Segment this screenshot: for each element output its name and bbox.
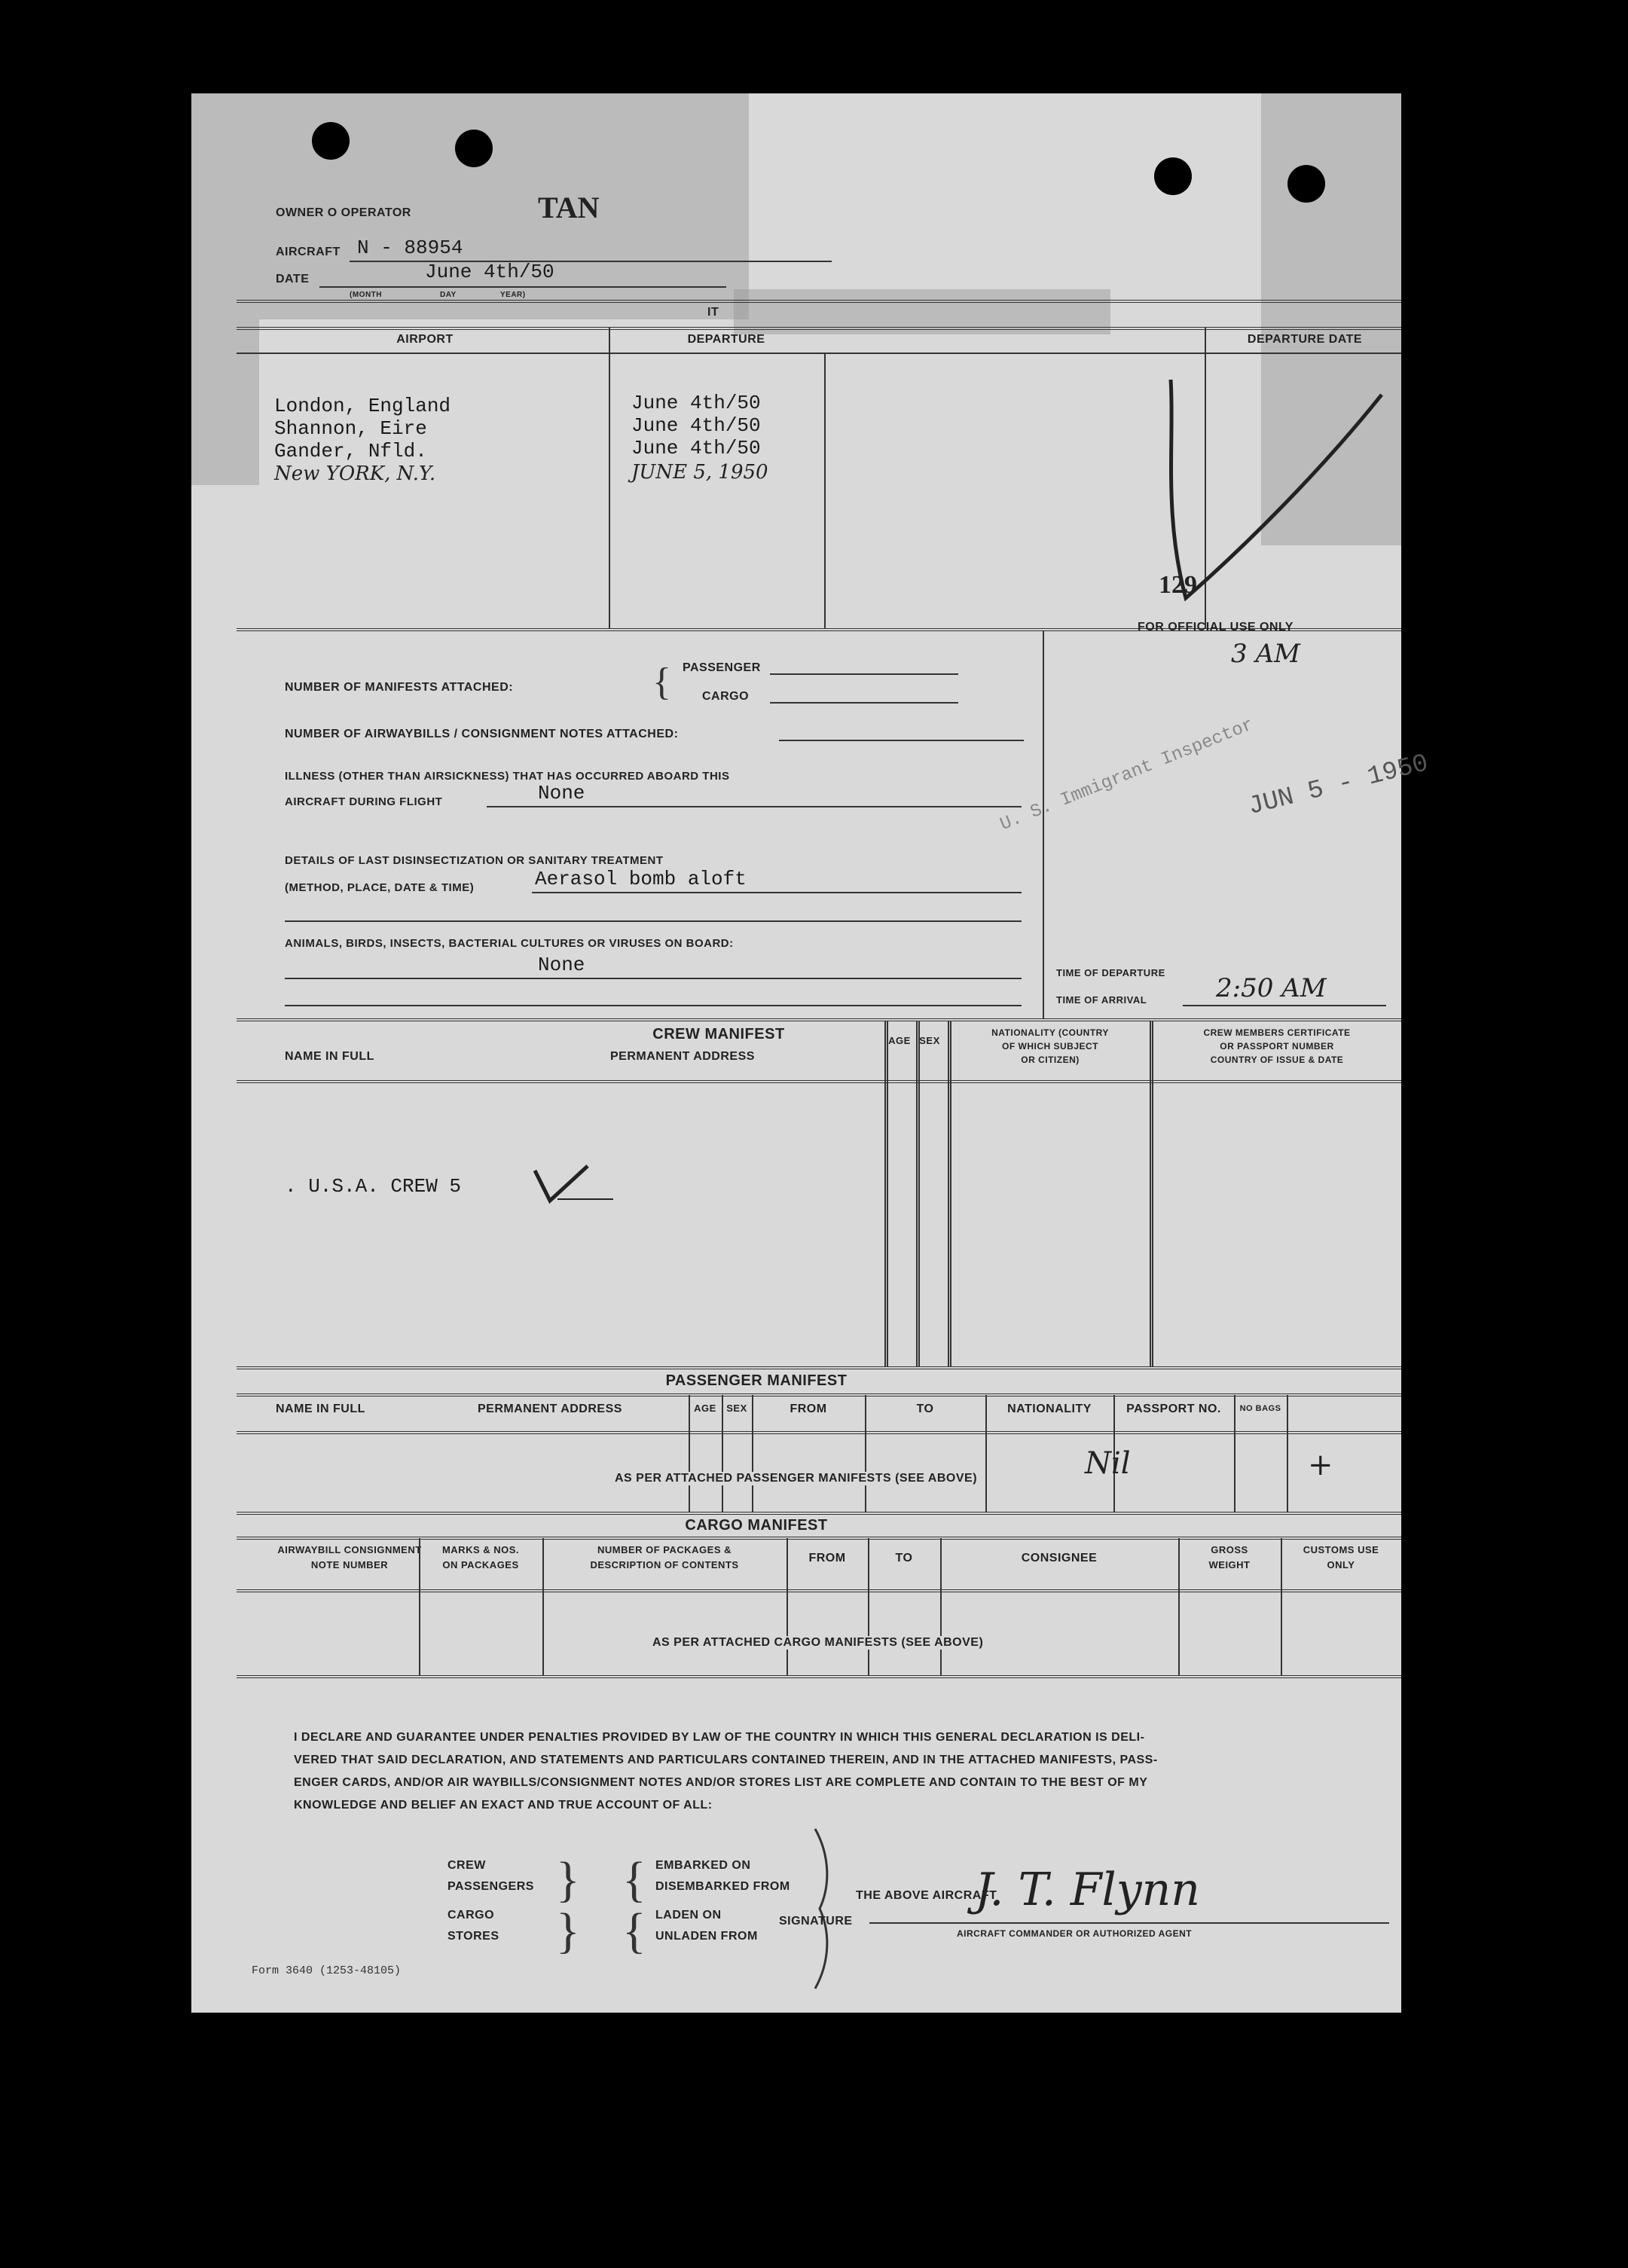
itinerary-departure-4: JUNE 5, 1950 (631, 461, 768, 484)
cargo-col-customs-1: CUSTOMS USE (1303, 1544, 1379, 1555)
date-value: June 4th/50 (425, 261, 554, 283)
cargo-col-airwaybill-1: AIRWAYBILL CONSIGNMENT (277, 1544, 422, 1555)
crew-entry: . U.S.A. CREW 5 (285, 1175, 462, 1198)
itinerary-departure-2: June 4th/50 (631, 414, 761, 437)
disinsect-label-2: (METHOD, PLACE, DATE & TIME) (285, 881, 475, 894)
itinerary-airport-2: Shannon, Eire (274, 417, 427, 440)
statement-line-4: KNOWLEDGE AND BELIEF AN EXACT AND TRUE ACCOUNT OF ALL: (294, 1799, 713, 1812)
punch-hole (1154, 157, 1192, 195)
cargo-note: AS PER ATTACHED CARGO MANIFESTS (SEE ABOVE) (652, 1636, 984, 1649)
statement-item-crew: CREW (447, 1859, 486, 1872)
time-departure-label: TIME OF DEPARTURE (1056, 967, 1165, 978)
cargo-col-from: FROM (808, 1552, 846, 1564)
itinerary-fragment: IT (707, 306, 719, 319)
crew-col-nationality-1: NATIONALITY (COUNTRY (991, 1027, 1109, 1038)
cargo-col-airwaybill-2: NOTE NUMBER (310, 1559, 389, 1571)
passenger-col-from: FROM (790, 1403, 827, 1415)
cargo-col-packages-1: NUMBER OF PACKAGES & (597, 1544, 732, 1555)
passenger-col-to: TO (916, 1403, 934, 1415)
date-sub-month: (MONTH (350, 291, 382, 299)
punch-hole (1287, 165, 1325, 203)
passenger-hand-mark: Nil (1085, 1446, 1131, 1481)
statement-line-3: ENGER CARDS, AND/OR AIR WAYBILLS/CONSIGNMENT NOTES AND/OR STORES LIST ARE COMPLETE AND CONTAIN TO THE BEST OF MY (294, 1776, 1148, 1789)
itinerary-airport-4: New YORK, N.Y. (274, 462, 436, 485)
official-number: 129 (1159, 571, 1197, 599)
illness-label-1: ILLNESS (OTHER THAN AIRSICKNESS) THAT HAS OCCURRED ABOARD THIS (285, 770, 730, 783)
crew-col-cert-2: OR PASSPORT NUMBER (1220, 1041, 1334, 1052)
disinsect-value: Aerasol bomb aloft (535, 868, 747, 890)
col-airport: AIRPORT (396, 333, 454, 346)
itinerary-departure-1: June 4th/50 (631, 392, 761, 414)
punch-hole (455, 130, 493, 167)
crew-col-cert-3: COUNTRY OF ISSUE & DATE (1210, 1055, 1344, 1065)
signer-role: AIRCRAFT COMMANDER OR AUTHORIZED AGENT (957, 1928, 1193, 1939)
tape-strip (191, 93, 259, 485)
illness-label-2: AIRCRAFT DURING FLIGHT (285, 795, 443, 808)
signature-label: SIGNATURE (779, 1915, 853, 1928)
cargo-label: CARGO (702, 690, 750, 703)
crew-col-cert-1: CREW MEMBERS CERTIFICATE (1203, 1027, 1351, 1038)
aircraft-value: N - 88954 (357, 237, 463, 259)
statement-item-cargo: CARGO (447, 1909, 495, 1922)
declaration-form: OWNER O OPERATOR TAN AIRCRAFT N - 88954 DATE June 4th/50 (MONTH DAY YEAR) IT AIRPORT DEPARTURE DEPARTURE DATE London, England June 4th/50 Shannon, Eire June 4th/50 Gander, Nfld. June 4th/50 New YORK, N.Y. JUNE 5, 1950 NUMBER OF MANIFESTS ATTACHED: { PASSENGER CARGO NUMBER OF AIRWAYBILLS / CONSIGNMENT NOTES ATTACHED: ILLNESS (OTHER THAN AIRSICKNESS) THAT HAS OCCURRED ABOARD THIS AIRCRAFT DURING FLIGHT None DETAILS OF LAST DISINSECTIZATION OR SANITARY TREATMENT (METHOD, PLACE, DATE & TIME) Aerasol bomb aloft ANIMALS, BIRDS, INSECTS, BACTERIAL CULTURES OR VIRUSES ON BOARD: None 129 FOR OFFICIAL USE ONLY 3 AM U. S. Immigrant Inspector JUN 5 - 1950 TIME OF DEPARTURE TIME OF ARRIVAL 2:50 AM CREW MANIFEST NAME IN FULL PERMANENT ADDRESS AGE SEX NATIONALITY (COUNTRY OF WHICH SUBJECT OR CITIZEN) CREW MEMBERS CERTIFICATE OR PASSPORT NUMBER COUNTRY OF ISSUE & DATE . U.S.A. CREW 5 PASSENGER MANIFEST NAME IN FULL PERMANENT ADDRESS AGE SEX FROM TO NATIONALITY PASSPORT NO. NO BAGS AS PER ATTACHED PASSENGER MANIFESTS (SEE ABOVE) Nil + CARGO MANIFEST AIRWAYBILL CONSIGNMENT NOTE NUMBER MARKS & NOS. ON PACKAGES NUMBER OF PACKAGES & DESCRIPTION OF CONTENTS FROM TO CONSIGNEE GROSS WEIGHT CUSTOMS USE ONLY AS PER ATTACHED CARGO MANIFESTS (SEE ABOVE) I DECLARE AND GUARANTEE UNDER PENALTIES PROVIDED BY LAW OF THE COUNTRY IN WHICH THIS GENERAL DECLARATION IS DELI- VERED THAT SAID DECLARATION, AND STATEMENTS AND PARTICULARS CONTAINED THEREIN, AND IN THE ATTACHED MANIFESTS, PASS- ENGER CARDS, AND/OR AIR WAYBILLS/CONSIGNMENT NOTES AND/OR STORES LIST ARE COMPLETE AND CONTAIN TO THE BEST OF MY KNOWLEDGE AND BELIEF AN EXACT AND TRUE ACCOUNT OF ALL: CREW PASSENGERS CARGO STORES } } { { EMBARKED ON DISEMBARKED FROM LADEN ON UNLADEN FROM THE ABOVE AIRCRAFT SIGNATURE J. T. Flynn AIRCRAFT COMMANDER OR AUTHORIZED AGENT Form 3640 (1253-48105) (191, 93, 1401, 2013)
passenger-col-name: NAME IN FULL (276, 1403, 365, 1415)
passenger-col-passport: PASSPORT NO. (1126, 1403, 1221, 1415)
cargo-col-customs-2: ONLY (1327, 1559, 1355, 1571)
statement-above-aircraft: THE ABOVE AIRCRAFT (856, 1889, 997, 1902)
statement-item-stores: STORES (447, 1930, 499, 1943)
statement-line-1: I DECLARE AND GUARANTEE UNDER PENALTIES PROVIDED BY LAW OF THE COUNTRY IN WHICH THIS GENERAL DECLARATION IS DELI- (294, 1731, 1145, 1744)
stamp-date: JUN 5 - 1950 (1245, 749, 1431, 823)
signature-value: J. T. Flynn (975, 1864, 1200, 1916)
passenger-note: AS PER ATTACHED PASSENGER MANIFESTS (SEE ABOVE) (615, 1472, 978, 1485)
form-number: Form 3640 (1253-48105) (252, 1964, 402, 1977)
crew-title: CREW MANIFEST (652, 1026, 785, 1042)
passenger-col-nationality: NATIONALITY (1007, 1403, 1092, 1415)
crew-col-age: AGE (888, 1035, 911, 1046)
disinsect-label-1: DETAILS OF LAST DISINSECTIZATION OR SANITARY TREATMENT (285, 854, 664, 867)
crew-col-sex: SEX (919, 1035, 940, 1046)
passenger-col-sex: SEX (726, 1403, 747, 1414)
cargo-title: CARGO MANIFEST (685, 1517, 828, 1534)
passenger-title: PASSENGER MANIFEST (665, 1372, 848, 1389)
cargo-col-marks-1: MARKS & NOS. (441, 1544, 520, 1555)
cargo-col-weight-1: GROSS (1211, 1544, 1248, 1555)
crew-col-nationality-3: OR CITIZEN) (1021, 1055, 1080, 1065)
statement-laden: LADEN ON (655, 1909, 722, 1922)
col-departure-date: DEPARTURE DATE (1247, 333, 1363, 346)
time-arrival-label: TIME OF ARRIVAL (1056, 994, 1147, 1006)
statement-line-2: VERED THAT SAID DECLARATION, AND STATEMENTS AND PARTICULARS CONTAINED THEREIN, AND IN THE ATTACHED MANIFESTS, PASS- (294, 1754, 1158, 1766)
airwaybills-label: NUMBER OF AIRWAYBILLS / CONSIGNMENT NOTES ATTACHED: (285, 728, 679, 740)
date-sub-year: YEAR) (500, 291, 526, 299)
owner-value: TAN (538, 191, 600, 224)
official-hand-note: 3 AM (1231, 639, 1300, 669)
cargo-col-packages-2: DESCRIPTION OF CONTENTS (590, 1559, 739, 1571)
passenger-col-bags: NO BAGS (1239, 1404, 1281, 1413)
aircraft-label: AIRCRAFT (276, 246, 341, 258)
statement-unladen: UNLADEN FROM (655, 1930, 758, 1943)
stamp-text: U. S. Immigrant Inspector (997, 715, 1257, 836)
cargo-col-to: TO (895, 1552, 913, 1564)
cargo-col-consignee: CONSIGNEE (1021, 1552, 1098, 1564)
crew-col-nationality-2: OF WHICH SUBJECT (1002, 1041, 1098, 1052)
brace-right (812, 1826, 835, 1992)
passenger-col-age: AGE (694, 1403, 716, 1414)
itinerary-airport-1: London, England (274, 395, 451, 417)
cargo-col-weight-2: WEIGHT (1208, 1559, 1251, 1571)
date-sub-day: DAY (440, 291, 457, 299)
owner-label: OWNER O OPERATOR (276, 206, 411, 219)
cargo-col-marks-2: ON PACKAGES (442, 1559, 519, 1571)
time-arrival-value: 2:50 AM (1216, 973, 1327, 1003)
crew-col-name: NAME IN FULL (285, 1050, 374, 1063)
statement-item-passengers: PASSENGERS (447, 1880, 534, 1893)
official-label: FOR OFFICIAL USE ONLY (1138, 621, 1294, 633)
manifests-label: NUMBER OF MANIFESTS ATTACHED: (285, 681, 514, 694)
crew-col-address: PERMANENT ADDRESS (610, 1050, 755, 1063)
date-label: DATE (276, 273, 310, 285)
checkmark-icon (530, 1161, 621, 1207)
animals-label: ANIMALS, BIRDS, INSECTS, BACTERIAL CULTURES OR VIRUSES ON BOARD: (285, 937, 734, 950)
illness-value: None (538, 782, 585, 804)
passenger-bags-mark: + (1308, 1448, 1333, 1482)
statement-disembarked: DISEMBARKED FROM (655, 1880, 790, 1893)
animals-value: None (538, 954, 585, 976)
col-departure: DEPARTURE (687, 333, 765, 346)
statement-embarked: EMBARKED ON (655, 1859, 751, 1872)
itinerary-departure-3: June 4th/50 (631, 437, 761, 459)
passenger-col-address: PERMANENT ADDRESS (478, 1403, 622, 1415)
itinerary-airport-3: Gander, Nfld. (274, 440, 427, 462)
passenger-label: PASSENGER (683, 661, 761, 674)
punch-hole (312, 122, 350, 160)
